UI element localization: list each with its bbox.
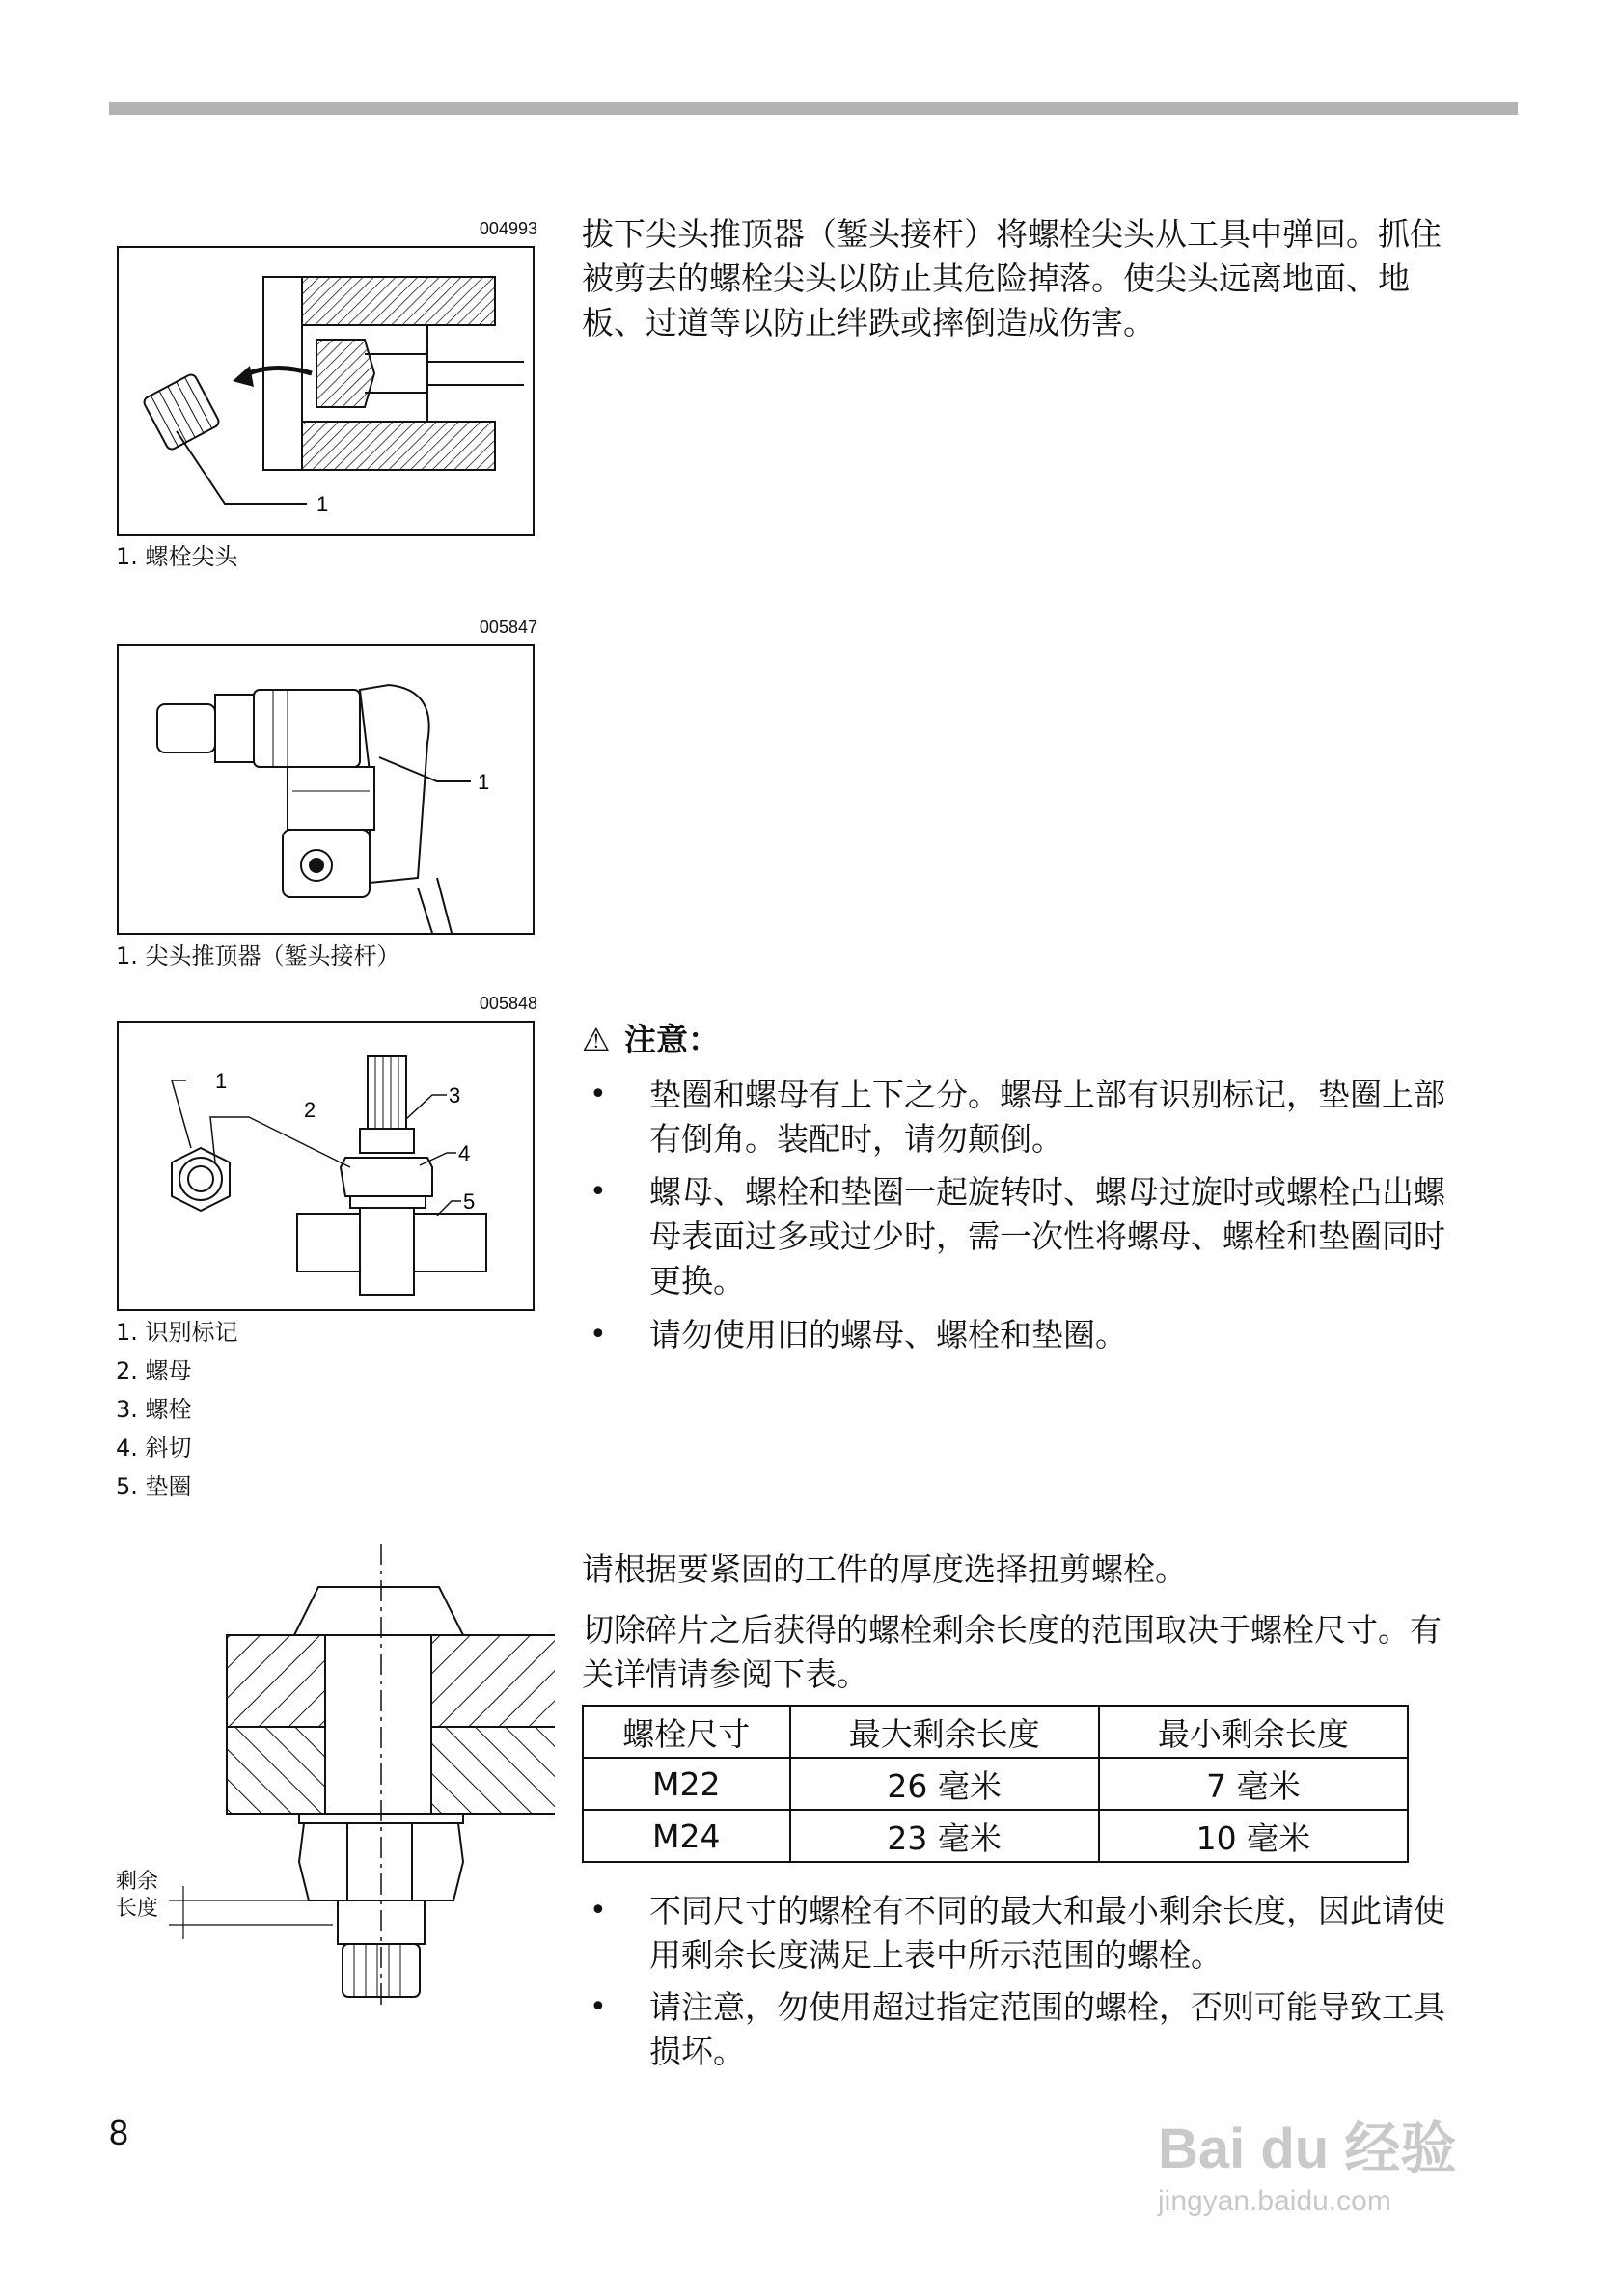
caution-bullet-1: • 垫圈和螺母有上下之分。螺母上部有识别标记，垫圈上部 有倒角。装配时，请勿颠倒。 (582, 1073, 1520, 1162)
figure2-image (117, 644, 535, 935)
figure3-callout-2: 2 (304, 1098, 316, 1122)
figure2-callout: 1 (478, 770, 490, 794)
figure3-callout-4: 4 (458, 1141, 471, 1165)
figure3-caption-4: 4. 斜切 (116, 1435, 192, 1462)
table-cell: 23 毫米 (790, 1810, 1099, 1862)
caution-bullet-2: • 螺母、螺栓和垫圈一起旋转时、螺母过旋时或螺栓凸出螺 母表面过多或过少时，需一次性将螺母、螺栓和垫圈同时 更换。 (582, 1170, 1520, 1303)
figure1-code: 004993 (479, 219, 537, 238)
table-header: 最大剩余长度 (790, 1706, 1099, 1758)
table-row (583, 1810, 1408, 1862)
figure3-callout-3: 3 (449, 1083, 461, 1107)
table-header: 最小剩余长度 (1099, 1706, 1408, 1758)
figure2-caption: 1. 尖头推顶器（錾头接杆） (116, 943, 400, 970)
figure3-caption-3: 3. 螺栓 (116, 1396, 192, 1423)
figure3-callout-5: 5 (463, 1189, 476, 1214)
bullet-icon: • (590, 1990, 607, 2024)
figure3-caption-5: 5. 垫圈 (116, 1473, 192, 1500)
bullet-icon: • (590, 1078, 607, 1111)
figure3-code: 005848 (479, 994, 537, 1013)
table-cell: 26 毫米 (790, 1758, 1099, 1810)
note-bullet-2: • 请注意，勿使用超过指定范围的螺栓，否则可能导致工具 损坏。 (582, 1985, 1520, 2074)
caution-bullet-3: • 请勿使用旧的螺母、螺栓和垫圈。 (582, 1313, 1520, 1357)
figure4-label-line2: 长度 (116, 1897, 159, 1921)
bolt-length-table (582, 1705, 1409, 1863)
caution-title: 注意： (624, 1021, 720, 1058)
table-cell: 10 毫米 (1099, 1810, 1408, 1862)
caution-heading (582, 1018, 1520, 1062)
watermark-url: jingyan.baidu.com (1158, 2185, 1391, 2217)
table-header: 螺栓尺寸 (583, 1706, 790, 1758)
table-header-row (583, 1706, 1408, 1758)
watermark-brand: Bai du 经验 (1158, 2118, 1457, 2180)
figure4-bolt-section (111, 1544, 555, 2007)
table-cell: M24 (583, 1810, 790, 1862)
figure3-image (117, 1021, 535, 1311)
bullet-icon: • (590, 1894, 607, 1927)
page-number: 8 (109, 2113, 129, 2152)
table-row (583, 1758, 1408, 1810)
section2-paragraph-2: 切除碎片之后获得的螺栓剩余长度的范围取决于螺栓尺寸。有 关详情请参阅下表。 (582, 1611, 1442, 1693)
figure3-callout-1: 1 (215, 1069, 228, 1093)
warning-icon: ⚠ (582, 1021, 611, 1058)
figure3-caption-1: 1. 识别标记 (116, 1319, 238, 1346)
note-bullet-1: • 不同尺寸的螺栓有不同的最大和最小剩余长度，因此请使 用剩余长度满足上表中所示范围的螺栓。 (582, 1889, 1520, 1978)
section1-paragraph: 拔下尖头推顶器（錾头接杆）将螺栓尖头从工具中弹回。抓住 被剪去的螺栓尖头以防止其危险掉落。使尖头远离地面、地 板、过道等以防止绊跌或摔倒造成伤害。 (582, 215, 1442, 342)
figure3-caption-2: 2. 螺母 (116, 1357, 192, 1384)
table-cell: 7 毫米 (1099, 1758, 1408, 1810)
figure1-caption: 1. 螺栓尖头 (116, 543, 238, 570)
table-cell: M22 (583, 1758, 790, 1810)
figure2-code: 005847 (479, 617, 537, 637)
bullet-icon: • (590, 1175, 607, 1209)
figure4-label-line1: 剩余 (116, 1870, 159, 1894)
figure1-image (117, 246, 535, 536)
section2-paragraph-1: 请根据要紧固的工件的厚度选择扭剪螺栓。 (582, 1550, 1187, 1588)
bullet-icon: • (590, 1318, 607, 1352)
figure1-callout: 1 (316, 492, 329, 516)
header-rule (109, 102, 1518, 115)
